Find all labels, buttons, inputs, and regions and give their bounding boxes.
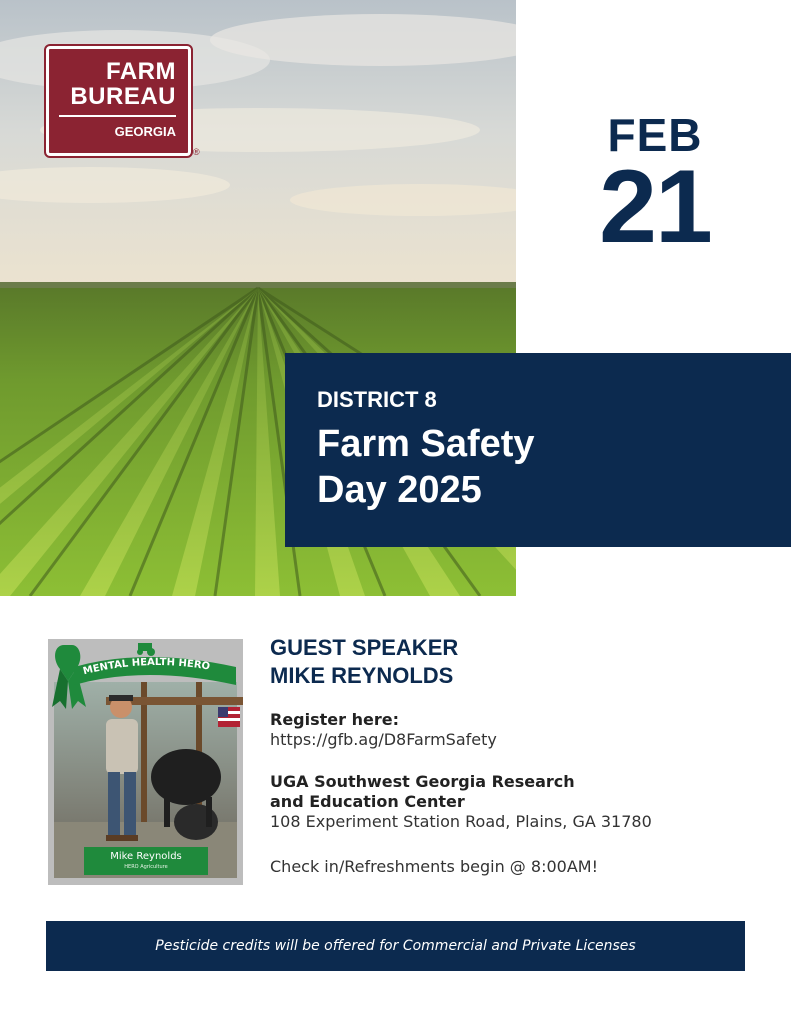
checkin-time: Check in/Refreshments begin @ 8:00AM! [270,857,598,876]
ribbon-text [46,637,245,677]
title-banner [285,353,791,547]
logo-line-bureau: BUREAU [70,83,176,110]
svg-text:MENTAL HEALTH HERO: MENTAL HEALTH HERO [82,656,211,677]
venue-address: 108 Experiment Station Road, Plains, GA 31780 [270,812,652,831]
event-day: 21 [599,149,711,265]
event-details [270,634,770,877]
card-subtitle: HERO Agriculture [124,864,168,870]
venue-name-line2: and Education Center [270,792,465,811]
event-title-line2: Day 2025 [317,469,482,511]
pesticide-credits-bar [46,921,745,971]
farm-bureau-logo [46,46,191,156]
event-title [317,421,535,513]
pesticide-credits-text: Pesticide credits will be offered for Commercial and Private Licenses [155,938,636,954]
district-label: DISTRICT 8 [317,387,437,412]
speaker-hero-card [46,637,245,887]
registered-mark: ® [193,147,200,157]
card-name: Mike Reynolds [110,851,182,862]
register-link[interactable]: https://gfb.ag/D8FarmSafety [270,730,497,749]
venue-name-line1: UGA Southwest Georgia Research [270,772,575,791]
guest-speaker-name: MIKE REYNOLDS [270,663,454,688]
register-label: Register here: [270,710,399,729]
guest-speaker-heading: GUEST SPEAKER [270,635,459,660]
logo-divider [59,115,176,117]
logo-line-farm: FARM [106,58,176,85]
logo-line-georgia: GEORGIA [114,124,176,139]
event-title-line1: Farm Safety [317,423,535,465]
event-month: FEB [607,109,703,161]
